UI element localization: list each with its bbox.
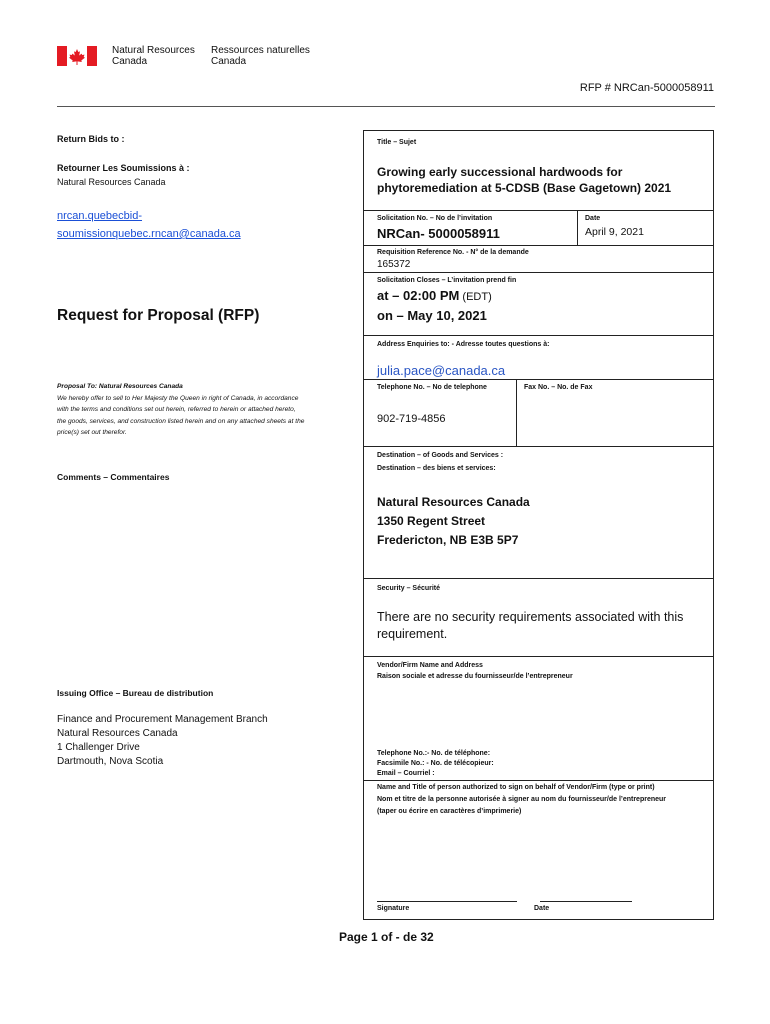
row-divider — [363, 780, 714, 781]
solicitation-no-label: Solicitation No. – No de l’invitation — [377, 215, 493, 222]
signer-label-fr: Nom et titre de la personne autorisée à signer au nom du fournisseur/de l’entrepreneur — [377, 796, 667, 803]
page-number: Page 1 of - de 32 — [339, 930, 434, 944]
vendor-label-fr: Raison sociale et adresse du fournisseur/de l’entrepreneur — [377, 673, 573, 680]
closes-time: at – 02:00 PM (EDT) — [377, 288, 492, 303]
vendor-label-en: Vendor/Firm Name and Address — [377, 662, 483, 669]
telephone-label: Telephone No. – No de telephone — [377, 384, 487, 391]
closes-date: on – May 10, 2021 — [377, 308, 487, 323]
issuing-line: Finance and Procurement Management Branch — [57, 714, 268, 725]
row-divider — [363, 656, 714, 657]
proposal-to-block — [57, 381, 357, 439]
date-label: Date — [585, 215, 601, 222]
title-label: Title – Sujet — [377, 139, 417, 146]
issuing-office-label: Issuing Office – Bureau de distribution — [57, 688, 214, 698]
requisition-value: 165372 — [377, 259, 411, 270]
vendor-fax-label: Facsimile No.: - No. de télécopieur: — [377, 760, 494, 767]
issuing-line: 1 Challenger Drive — [57, 742, 140, 753]
issuing-office-address — [57, 713, 268, 769]
header-divider — [57, 106, 715, 107]
document-title: Request for Proposal (RFP) — [57, 307, 260, 324]
canada-flag-icon — [57, 46, 97, 66]
proposal-line: price(s) set out therefor. — [57, 429, 127, 436]
requisition-label: Requisition Reference No. - N° de la demande — [377, 249, 529, 256]
date-value: April 9, 2021 — [585, 226, 644, 238]
retourner-label: Retourner Les Soumissions à : — [57, 163, 190, 173]
proposal-to-heading: Proposal To: Natural Resources Canada — [57, 383, 183, 390]
security-label: Security – Sécurité — [377, 585, 441, 592]
row-divider — [363, 578, 714, 579]
return-org: Natural Resources Canada — [57, 177, 166, 187]
fax-label: Fax No. – No. de Fax — [524, 384, 593, 391]
sig-date-line[interactable] — [540, 901, 632, 902]
destination-address: Natural Resources Canada 1350 Regent Street Fredericton, NB E3B 5P7 — [377, 495, 530, 547]
destination-label-fr: Destination – des biens et services: — [377, 465, 496, 472]
destination-label-en: Destination – of Goods and Services : — [377, 452, 504, 459]
signature-label: Signature — [377, 905, 410, 912]
issuing-line: Dartmouth, Nova Scotia — [57, 756, 164, 767]
col-divider — [516, 379, 517, 446]
solicitation-no-value: NRCan- 5000058911 — [377, 226, 500, 241]
row-divider — [363, 379, 714, 380]
proposal-line: with the terms and conditions set out herein, referred to herein or attached hereto, — [57, 406, 296, 413]
return-bids-label: Return Bids to : — [57, 134, 125, 144]
rfp-number: RFP # NRCan-5000058911 — [579, 82, 714, 94]
bid-email-line2[interactable]: soumissionquebec.rncan@canada.ca — [57, 228, 241, 240]
row-divider — [363, 272, 714, 273]
row-divider — [363, 210, 714, 211]
col-divider — [577, 210, 578, 245]
row-divider — [363, 245, 714, 246]
signature-line[interactable] — [377, 901, 517, 902]
enquiries-email[interactable]: julia.pace@canada.ca — [377, 363, 506, 378]
vendor-telephone-label: Telephone No.:- No. de téléphone: — [377, 750, 491, 757]
comments-label: Comments – Commentaires — [57, 472, 170, 482]
closes-label: Solicitation Closes – L’invitation prend fin — [377, 277, 517, 284]
solicitation-title: Growing early successional hardwoods for phytoremediation at 5-CDSB (Base Gagetown) 2021 — [377, 165, 672, 195]
security-text: There are no security requirements associated with this requirement. — [377, 610, 684, 641]
proposal-line: the goods, services, and construction listed herein and on any attached sheets at the — [57, 417, 305, 425]
vendor-email-label: Email – Courriel : — [377, 770, 435, 777]
enquiries-label: Address Enquiries to: - Adresse toutes questions à: — [377, 341, 550, 348]
org-name-fr: Ressources naturelles Canada — [211, 45, 310, 67]
row-divider — [363, 335, 714, 336]
signer-label-en: Name and Title of person authorized to sign on behalf of Vendor/Firm (type or print) — [377, 784, 655, 791]
telephone-value: 902-719-4856 — [377, 413, 446, 425]
row-divider — [363, 446, 714, 447]
proposal-line: We hereby offer to sell to Her Majesty the Queen in right of Canada, in accordance — [57, 394, 299, 402]
bid-email-line1[interactable]: nrcan.quebecbid- — [57, 210, 143, 222]
bid-email-link[interactable] — [57, 206, 241, 242]
issuing-line: Natural Resources Canada — [57, 728, 178, 739]
org-name-en: Natural Resources Canada — [112, 45, 195, 67]
signer-label-print: (taper ou écrire en caractères d’imprimerie) — [377, 808, 522, 815]
sig-date-label: Date — [534, 905, 550, 912]
